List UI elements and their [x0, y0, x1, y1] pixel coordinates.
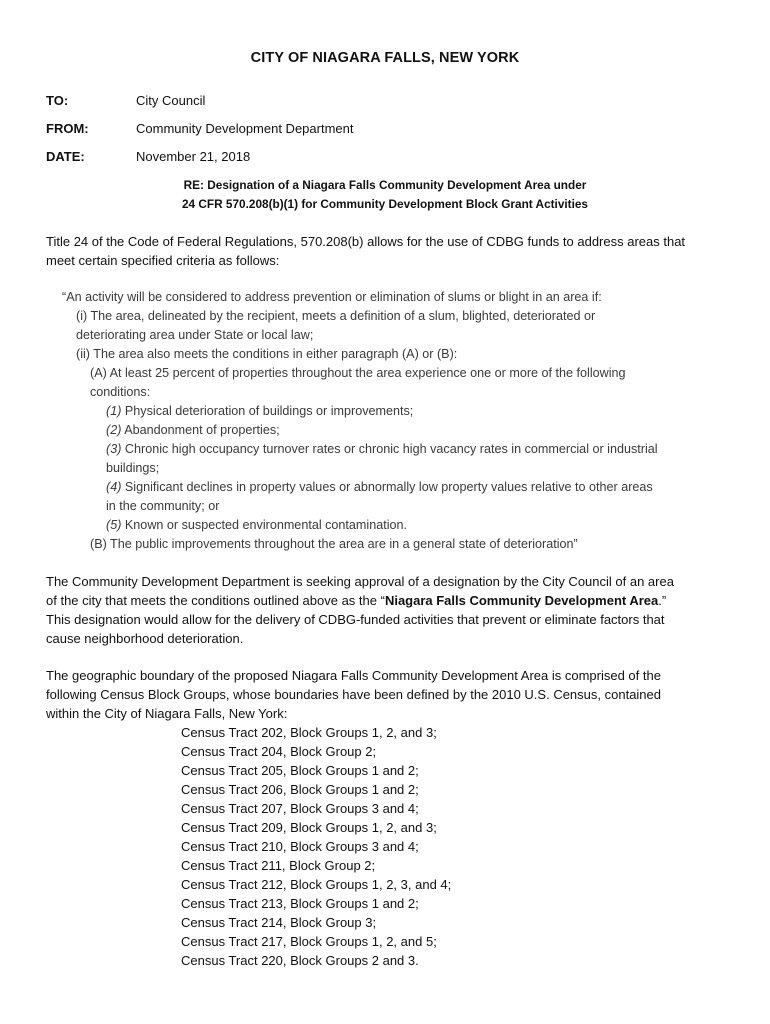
- quote-line: deteriorating area under State or local law;: [76, 328, 314, 342]
- subject-line: [0, 176, 770, 214]
- document-title: CITY OF NIAGARA FALLS, NEW YORK: [250, 50, 520, 66]
- approval-line-4: cause neighborhood deterioration.: [46, 631, 244, 646]
- condition-item: [62, 402, 732, 421]
- subject-line-1: RE: Designation of a Niagara Falls Community Development Area under: [183, 178, 587, 192]
- approval-line-1: The Community Development Department is seeking approval of a designation by the City Council of an area: [46, 574, 674, 589]
- approval-line-3: This designation would allow for the delivery of CDBG-funded activities that prevent or eliminate factors that: [46, 612, 665, 627]
- condition-item: [62, 478, 732, 497]
- census-tract-item: Census Tract 205, Block Groups 1 and 2;: [181, 763, 419, 778]
- boundary-line-3: within the City of Niagara Falls, New York:: [46, 706, 288, 721]
- condition-item: [62, 516, 732, 535]
- census-tract-item: Census Tract 204, Block Group 2;: [181, 744, 377, 759]
- memo-date-label: DATE:: [46, 149, 85, 164]
- census-tract-list: [181, 723, 451, 970]
- condition-item: [62, 440, 732, 459]
- census-tract-item: Census Tract 207, Block Groups 3 and 4;: [181, 801, 419, 816]
- census-tract-item: Census Tract 202, Block Groups 1, 2, and 3;: [181, 725, 437, 740]
- census-tract-item: Census Tract 212, Block Groups 1, 2, 3, and 4;: [181, 877, 452, 892]
- census-tract-item: Census Tract 220, Block Groups 2 and 3.: [181, 953, 419, 968]
- approval-line-2: [46, 591, 726, 610]
- memo-to-value: City Council: [136, 93, 206, 108]
- memo-to-row: [46, 92, 726, 110]
- census-tract-item: Census Tract 211, Block Group 2;: [181, 858, 376, 873]
- intro-paragraph: [46, 232, 726, 270]
- condition-text: Physical deterioration of buildings or improvements;: [121, 404, 414, 418]
- condition-text: Significant declines in property values or abnormally low property values relative to other areas: [121, 480, 653, 494]
- approval-line-2-post: .”: [658, 593, 667, 608]
- condition-number: (1): [106, 404, 122, 418]
- memo-date-row: [46, 148, 726, 166]
- condition-number: (3): [106, 442, 122, 456]
- condition-text: Abandonment of properties;: [121, 423, 280, 437]
- census-tract-item: Census Tract 206, Block Groups 1 and 2;: [181, 782, 419, 797]
- condition-continuation: in the community; or: [106, 499, 220, 513]
- quote-line: (B) The public improvements throughout the area are in a general state of deterioration”: [90, 537, 578, 551]
- regulation-quote: [62, 288, 732, 554]
- condition-text: Known or suspected environmental contamination.: [121, 518, 408, 532]
- census-tract-item: Census Tract 209, Block Groups 1, 2, and 3;: [181, 820, 437, 835]
- quote-line: (i) The area, delineated by the recipient, meets a definition of a slum, blighted, deteriorated or: [76, 309, 596, 323]
- quote-line: (A) At least 25 percent of properties throughout the area experience one or more of the following: [90, 366, 626, 380]
- intro-line-2: meet certain specified criteria as follows:: [46, 253, 280, 268]
- condition-item: [62, 421, 732, 440]
- approval-paragraph: [46, 572, 726, 648]
- memo-from-value: Community Development Department: [136, 121, 354, 136]
- condition-number: (2): [106, 423, 122, 437]
- boundary-paragraph: [46, 666, 726, 723]
- quote-line: “An activity will be considered to address prevention or elimination of slums or blight in an area if:: [62, 290, 602, 304]
- condition-number: (4): [106, 480, 122, 494]
- memo-from-label: FROM:: [46, 121, 89, 136]
- census-tract-item: Census Tract 217, Block Groups 1, 2, and 5;: [181, 934, 437, 949]
- census-tract-item: Census Tract 213, Block Groups 1 and 2;: [181, 896, 419, 911]
- memo-date-value: November 21, 2018: [136, 149, 251, 164]
- memo-to-label: TO:: [46, 93, 69, 108]
- condition-continuation: buildings;: [106, 461, 160, 475]
- census-tract-item: Census Tract 214, Block Group 3;: [181, 915, 377, 930]
- approval-line-2-pre: of the city that meets the conditions outlined above as the “: [46, 593, 385, 608]
- area-name-bold: Niagara Falls Community Development Area: [384, 593, 659, 608]
- census-tract-item: Census Tract 210, Block Groups 3 and 4;: [181, 839, 419, 854]
- quote-line: (ii) The area also meets the conditions in either paragraph (A) or (B):: [76, 347, 458, 361]
- memo-from-row: [46, 120, 726, 138]
- quote-line: conditions:: [90, 385, 151, 399]
- boundary-line-2: following Census Block Groups, whose boundaries have been defined by the 2010 U.S. Census, contained: [46, 687, 661, 702]
- condition-number: (5): [106, 518, 122, 532]
- subject-line-2: 24 CFR 570.208(b)(1) for Community Development Block Grant Activities: [182, 197, 588, 211]
- condition-text: Chronic high occupancy turnover rates or chronic high vacancy rates in commercial or industrial: [121, 442, 658, 456]
- boundary-line-1: The geographic boundary of the proposed Niagara Falls Community Development Area is comprised of the: [46, 668, 661, 683]
- intro-line-1: Title 24 of the Code of Federal Regulations, 570.208(b) allows for the use of CDBG funds to address areas that: [46, 234, 686, 249]
